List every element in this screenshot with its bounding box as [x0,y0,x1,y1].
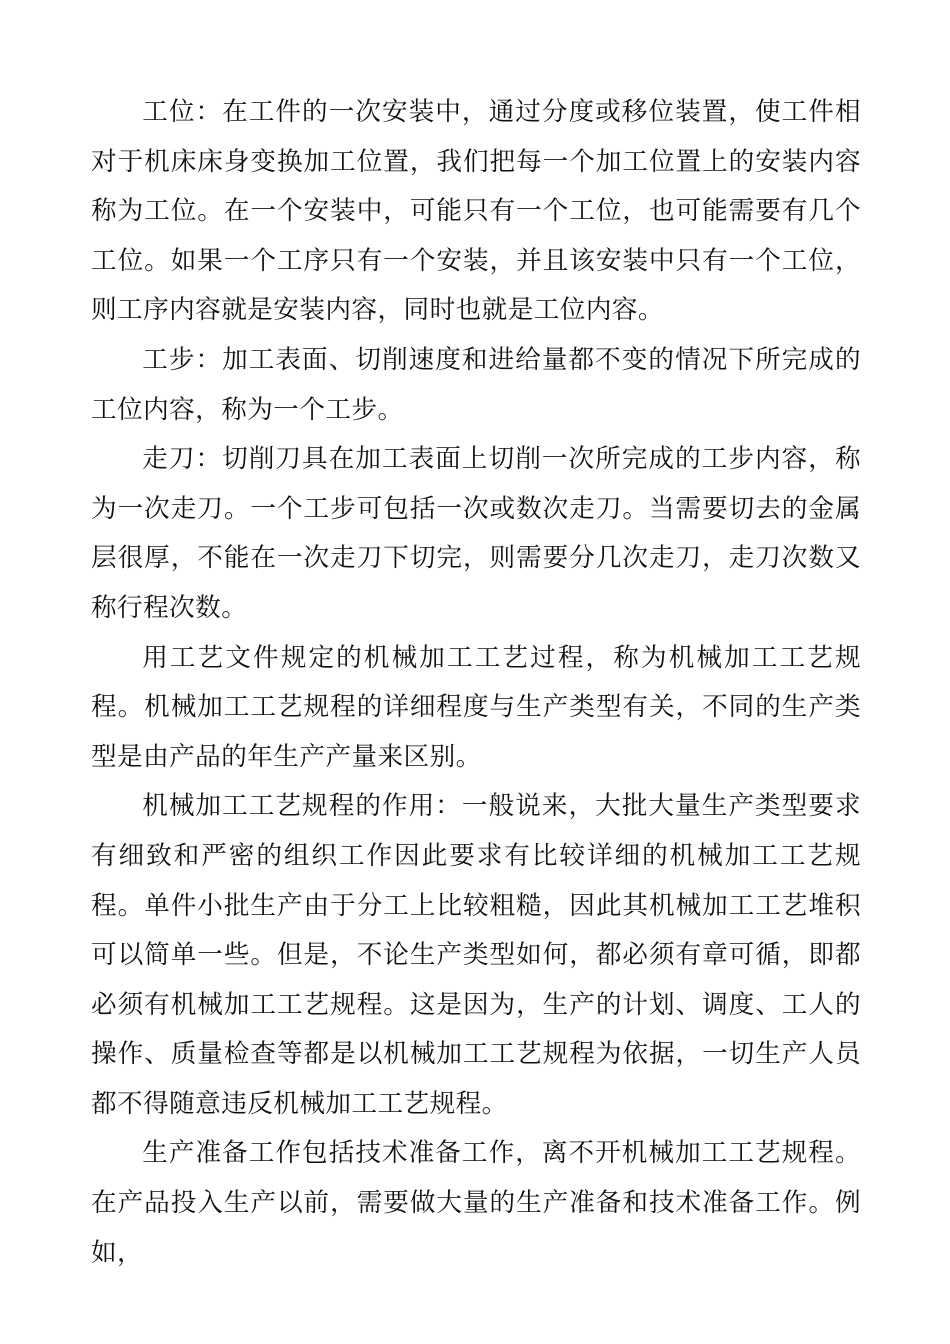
paragraph-production-preparation: 生产准备工作包括技术准备工作，离不开机械加工工艺规程。在产品投入生产以前，需要做大量的生产准备和技术准备工作。例如， [91,1138,861,1268]
paragraph-process-specification: 用工艺文件规定的机械加工工艺过程，称为机械加工工艺规程。机械加工工艺规程的详细程度与生产类型有关，不同的生产类型是由产品的年生产产量来区别。 [91,642,861,772]
paragraph-specification-role: 机械加工工艺规程的作用：一般说来，大批大量生产类型要求有细致和严密的组织工作因此要求有比较详细的机械加工工艺规程。单件小批生产由于分工上比较粗糙，因此其机械加工工艺堆积可以简单一些。但是，不论生产类型如何，都必须有章可循，即都必须有机械加工工艺规程。这是因为，生产的计划、调度、工人的操作、质量检查等都是以机械加工工艺规程为依据，一切生产人员都不得随意违反机械加工工艺规程。 [91,791,861,1119]
paragraph-work-step: 工步：加工表面、切削速度和进给量都不变的情况下所完成的工位内容，称为一个工步。 [91,344,861,425]
paragraph-tool-pass: 走刀：切削刀具在加工表面上切削一次所完成的工步内容，称为一次走刀。一个工步可包括一次或数次走刀。当需要切去的金属层很厚，不能在一次走刀下切完，则需要分几次走刀，走刀次数又称行程次数。 [91,444,861,623]
document-body [91,88,861,1278]
paragraph-workstation: 工位：在工件的一次安装中，通过分度或移位装置，使工件相对于机床床身变换加工位置，我们把每一个加工位置上的安装内容称为工位。在一个安装中，可能只有一个工位，也可能需要有几个工位。如果一个工序只有一个安装，并且该安装中只有一个工位，则工序内容就是安装内容，同时也就是工位内容。 [91,97,861,326]
